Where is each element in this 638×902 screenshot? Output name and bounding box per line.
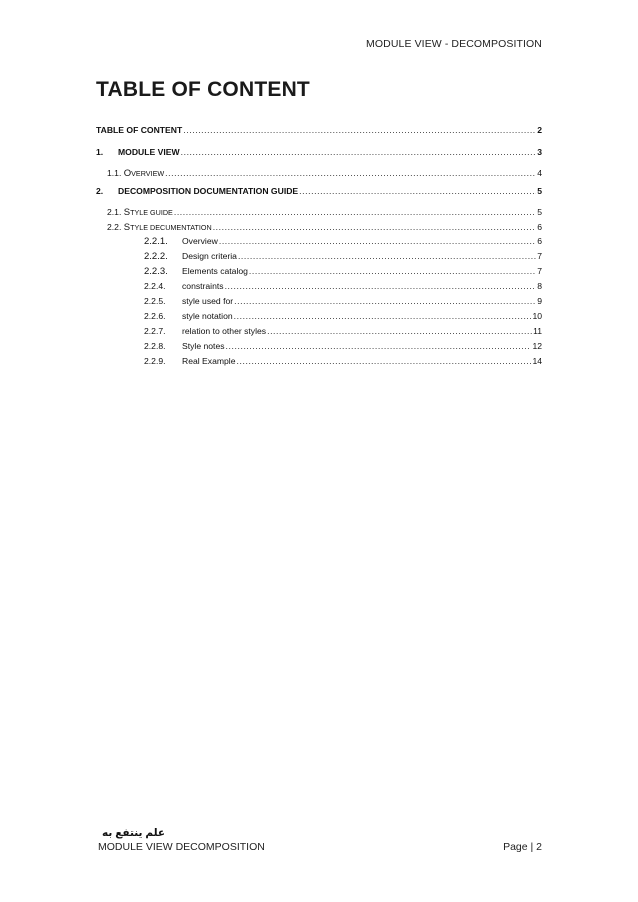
toc-entry-decomposition-guide[interactable] [96, 186, 542, 207]
toc-page-number: 6 [537, 222, 542, 232]
footer-document-name: MODULE VIEW DECOMPOSITION [98, 841, 265, 853]
toc-label: TABLE OF CONTENT [96, 125, 183, 135]
toc-number: 2.2.7. [144, 326, 166, 336]
toc-leader [237, 356, 532, 366]
toc-leader [225, 281, 537, 291]
toc-leader [165, 168, 536, 178]
toc-leader [234, 296, 536, 306]
toc-entry-module-view[interactable] [96, 147, 542, 168]
table-of-contents [96, 125, 542, 371]
toc-entry-relation-to-other-styles[interactable] [96, 326, 542, 341]
toc-label: relation to other styles [182, 326, 267, 336]
toc-label-cap: O [123, 168, 132, 179]
toc-label: Elements catalog [182, 266, 248, 276]
toc-label: MODULE VIEW [118, 147, 180, 157]
toc-number: 2.2.6. [144, 311, 166, 321]
toc-number: 2.2.1. [144, 236, 168, 247]
toc-page-number: 5 [537, 207, 542, 217]
toc-label [107, 168, 164, 179]
footer-page-number: Page | 2 [503, 841, 542, 853]
toc-entry-sub-overview[interactable] [96, 236, 542, 251]
toc-entry-style-guide[interactable] [96, 207, 542, 222]
toc-label: Real Example [182, 356, 236, 366]
toc-page-number: 8 [537, 281, 542, 291]
toc-number: 2.2.2. [144, 251, 168, 262]
toc-label [107, 222, 212, 233]
toc-entry-style-used-for[interactable] [96, 296, 542, 311]
toc-label: constraints [182, 281, 224, 291]
toc-leader [238, 251, 536, 261]
toc-leader [183, 125, 536, 135]
toc-leader [213, 222, 537, 232]
toc-entry-overview[interactable] [96, 168, 542, 180]
toc-leader [249, 266, 536, 276]
toc-label: style used for [182, 296, 234, 306]
toc-entry-constraints[interactable] [96, 281, 542, 296]
toc-page-number: 5 [537, 186, 542, 196]
toc-leader [174, 207, 536, 217]
toc-number: 2.1. [107, 207, 122, 217]
toc-leader [226, 341, 532, 351]
toc-label [107, 207, 173, 218]
toc-entry-style-documentation[interactable] [96, 222, 542, 236]
toc-number: 2.2.4. [144, 281, 166, 291]
toc-number: 2.2. [107, 222, 122, 232]
toc-number: 1.1. [107, 168, 122, 178]
footer-motto: علم ينتفع به [102, 827, 166, 839]
toc-label: Overview [182, 236, 218, 246]
toc-label-rest: TYLE DECUMENTATION [130, 223, 212, 232]
page-title: TABLE OF CONTENT [96, 78, 310, 101]
toc-page-number: 11 [533, 326, 542, 336]
toc-page-number: 14 [532, 356, 542, 366]
toc-entry-design-criteria[interactable] [96, 251, 542, 266]
toc-number: 2.2.8. [144, 341, 166, 351]
toc-number: 2. [96, 186, 104, 196]
toc-entry-table-of-content[interactable] [96, 125, 542, 147]
toc-page-number: 7 [537, 251, 542, 261]
toc-entry-elements-catalog[interactable] [96, 266, 542, 281]
toc-entry-style-notation[interactable] [96, 311, 542, 326]
toc-number: 1. [96, 147, 104, 157]
toc-label: Design criteria [182, 251, 237, 261]
toc-label-rest: TYLE GUIDE [130, 208, 173, 217]
toc-leader [299, 186, 536, 196]
toc-leader [219, 236, 536, 246]
running-header: MODULE VIEW - DECOMPOSITION [366, 38, 542, 50]
toc-number: 2.2.5. [144, 296, 166, 306]
toc-leader [267, 326, 532, 336]
toc-page-number: 9 [537, 296, 542, 306]
toc-page-number: 3 [537, 147, 542, 157]
toc-page-number: 10 [532, 311, 542, 321]
toc-entry-real-example[interactable] [96, 356, 542, 371]
toc-number: 2.2.9. [144, 356, 166, 366]
toc-label-rest: VERVIEW [131, 169, 165, 178]
toc-entry-style-notes[interactable] [96, 341, 542, 356]
toc-page-number: 12 [532, 341, 542, 351]
toc-label: DECOMPOSITION DOCUMENTATION GUIDE [118, 186, 299, 196]
toc-page-number: 7 [537, 266, 542, 276]
toc-leader [234, 311, 532, 321]
toc-label-cap: S [123, 222, 131, 233]
toc-label: Style notes [182, 341, 225, 351]
toc-label-cap: S [123, 207, 131, 218]
toc-page-number: 6 [537, 236, 542, 246]
toc-leader [181, 147, 537, 157]
toc-label: style notation [182, 311, 233, 321]
toc-page-number: 4 [537, 168, 542, 178]
toc-number: 2.2.3. [144, 266, 168, 277]
toc-page-number: 2 [537, 125, 542, 135]
